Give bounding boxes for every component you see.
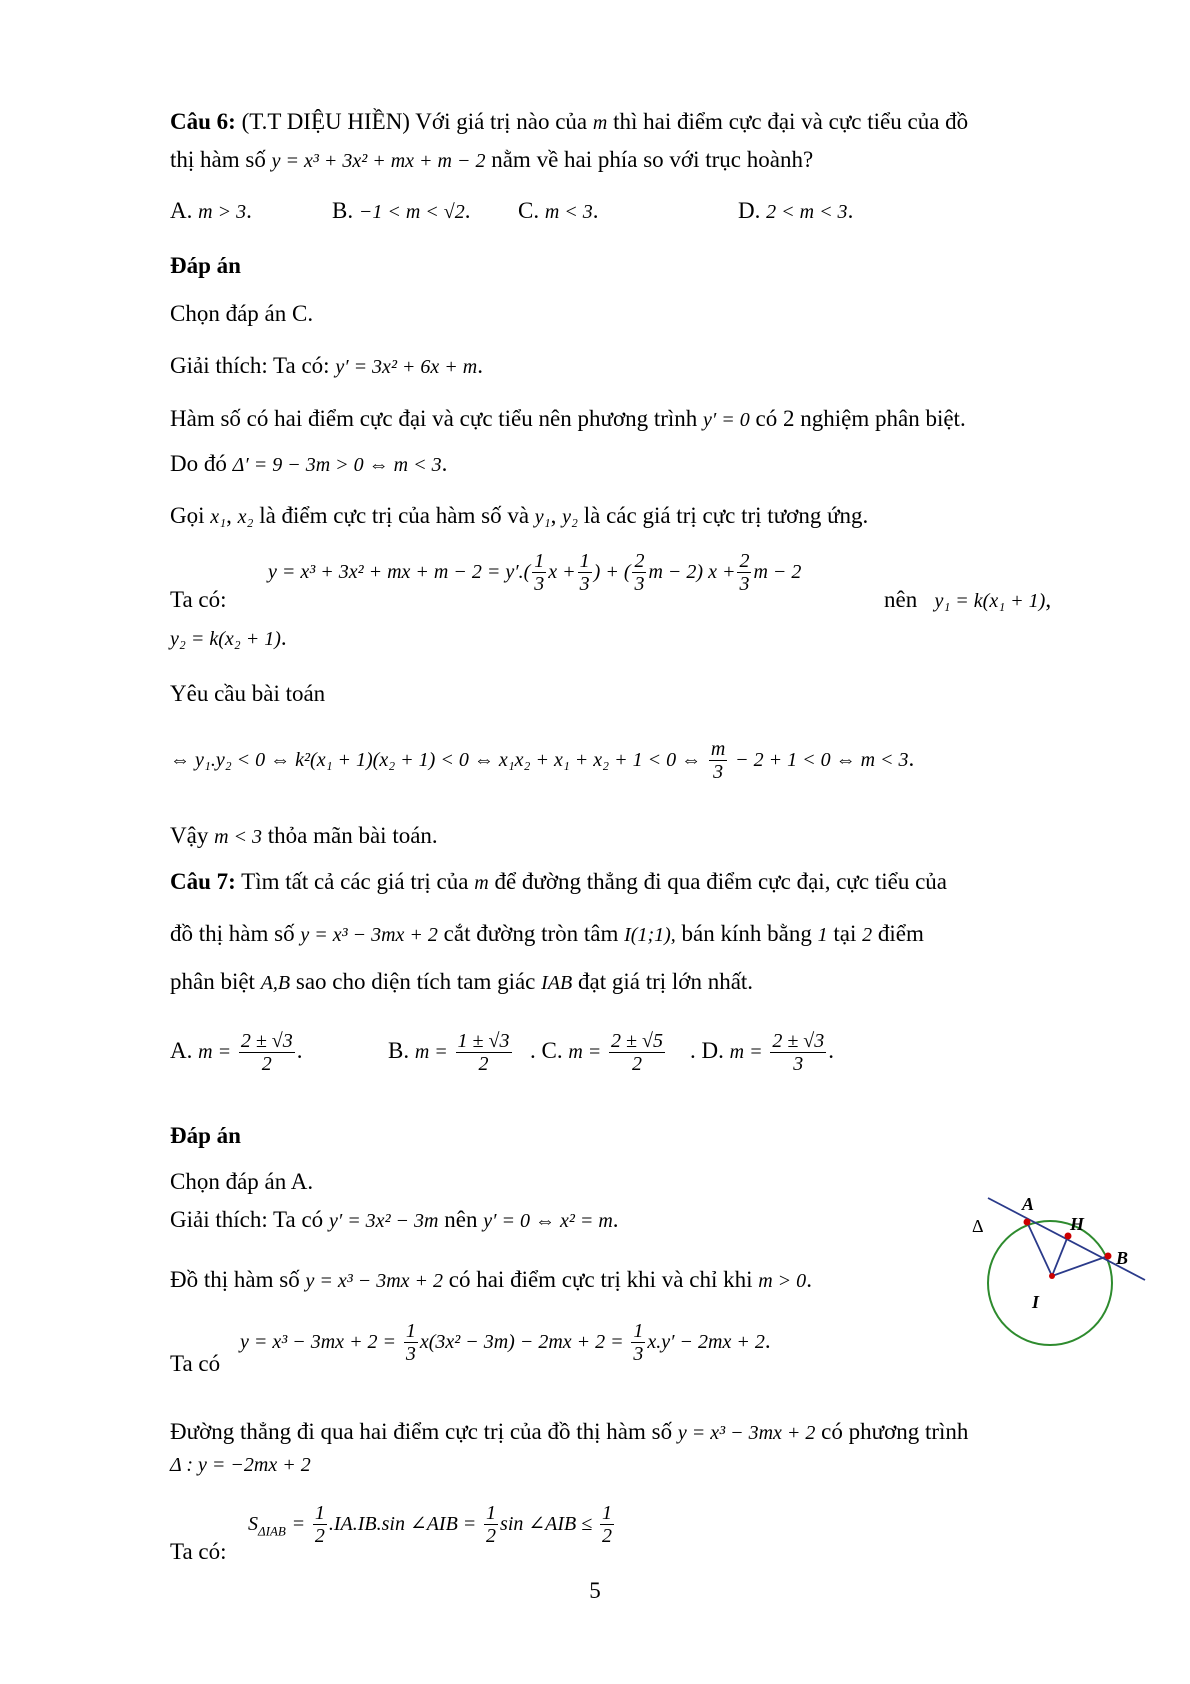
q7-taco (170, 1350, 220, 1378)
q7-area-equation (248, 1502, 616, 1547)
text: Ta có: (170, 587, 227, 612)
text: có phương trình (821, 1419, 969, 1444)
den: 3 (534, 573, 545, 595)
q6-explain: Giải thích: Ta có: y′ = 3x² + 6x + m. (170, 353, 483, 378)
math: x(3x² − 3m) − 2mx + 2 = (419, 1330, 624, 1353)
text: là điểm cực trị của hàm số và (259, 503, 530, 528)
option-value: m < 3 (544, 201, 593, 223)
den: 2 (632, 1053, 643, 1075)
q7-line3 (170, 968, 753, 996)
q6-text: thị hàm số (170, 147, 266, 172)
math-function: y = x³ + 3x² + mx + m − 2 (271, 150, 486, 172)
point-a (1024, 1219, 1031, 1226)
text: nên (444, 1207, 478, 1232)
den: 3 (634, 573, 645, 595)
q7-choose (170, 1168, 313, 1196)
den: 3 (579, 573, 590, 595)
q7-option-b (388, 1030, 514, 1075)
num: 1 (486, 1502, 497, 1524)
math-m: m (474, 872, 489, 894)
math-iab: IAB (541, 972, 573, 994)
fraction (484, 1502, 498, 1547)
num: 2 (634, 550, 645, 572)
text: thỏa mãn bài toán. (267, 823, 438, 848)
label-b: B (1116, 1248, 1129, 1268)
q6-line-b: Do đó Δ′ = 9 − 3m > 0 ⇔ m < 3. (170, 451, 448, 476)
num: 2 ± √3 (772, 1030, 825, 1052)
den: 2 (314, 1525, 325, 1547)
text: đạt giá trị lớn nhất. (578, 969, 754, 994)
q6-line-a (170, 405, 966, 433)
page-number: 5 (589, 1578, 601, 1603)
text: là các giá trị cực trị tương ứng. (583, 503, 869, 528)
math: m − 2) x + (648, 560, 736, 583)
q6-answer-heading (170, 252, 241, 280)
point-i (1049, 1273, 1055, 1279)
math: y = x³ − 3mx + 2 (305, 1270, 444, 1292)
text: tại (833, 921, 857, 946)
math: ) + ( (593, 560, 631, 583)
q6-option-c: C. m < 3. (518, 198, 599, 223)
option-value: m > 3 (198, 201, 247, 223)
text: điểm (877, 921, 924, 946)
math: y′ = 0 ⇔ x² = m (483, 1210, 613, 1232)
q6-line1 (170, 108, 968, 136)
math: m < 3 (214, 826, 263, 848)
explain-label: Giải thích: Ta có (170, 1207, 324, 1232)
q7-option-c (530, 1030, 667, 1075)
q7-line1 (170, 868, 947, 896)
math: m = (198, 1040, 232, 1063)
fraction (313, 1502, 327, 1547)
math: − 2 + 1 < 0 ⇔ m < 3 (735, 748, 909, 771)
math-m: m (592, 112, 608, 134)
fraction (456, 1030, 512, 1075)
option-label: A. (170, 198, 193, 223)
math: y = x³ − 3mx + 2 = (240, 1330, 397, 1353)
q6-line-c: Gọi x₁, x₂ là điểm cực trị của hàm số và y₁, y₂ là các giá trị cực trị tương ứng. (170, 503, 869, 528)
num: 2 ± √3 (240, 1030, 293, 1052)
math: x.y′ − 2mx + 2 (647, 1330, 765, 1353)
fraction (239, 1030, 295, 1075)
q6-option-b: B. −1 < m < √2. (332, 198, 471, 223)
text: Tìm tất cả các giá trị của (241, 869, 469, 894)
q7-option-d: . D. m = $\frac{2 \pm √3}{3}$ . (690, 1030, 835, 1075)
text: để đường thẳng đi qua điểm cực đại, cực tiểu của (494, 869, 947, 894)
num: 1 ± √3 (457, 1030, 510, 1052)
math-radius: 1 (817, 924, 828, 946)
q6-conclusion (170, 822, 438, 850)
math-derivative: y′ = 3x² + 6x + m (335, 356, 478, 378)
num: 1 (405, 1320, 416, 1342)
q6-heading: Câu 6: (170, 109, 236, 134)
text: Do đó (170, 451, 227, 476)
den: 3 (793, 1053, 804, 1075)
num: 1 (534, 550, 545, 572)
q7-explain: Giải thích: Ta có y′ = 3x² − 3m nên y′ = 0 ⇔ x² = m. (170, 1207, 619, 1232)
den: 2 (601, 1525, 612, 1547)
label-h: H (1070, 1214, 1085, 1234)
math: y = x³ − 3mx + 2 (677, 1422, 816, 1444)
q6-requirement (170, 680, 325, 708)
fraction (600, 1502, 614, 1547)
den: 2 (478, 1053, 489, 1075)
q7-taco2 (170, 1538, 227, 1566)
text: bán kính bằng (681, 921, 812, 946)
text: cắt đường tròn tâm (443, 921, 619, 946)
math-eq: y′ = 0 (703, 409, 750, 431)
q6-option-a: A. m > 3. (170, 198, 252, 223)
math: = (291, 1512, 306, 1535)
math-delta: Δ′ = 9 − 3m > 0 ⇔ m < 3 (232, 454, 442, 476)
q7-line-c (170, 1418, 968, 1446)
den: 3 (405, 1343, 416, 1365)
math: m − 2 (753, 560, 802, 583)
math: .IA.IB.sin ∠AIB = (328, 1512, 477, 1535)
fraction (404, 1320, 418, 1365)
q7-equation: y = x³ − 3mx + 2 = $\frac{1}{3}$ x(3x² − 3m) − 2mx + 2 = $\frac{1}{3}$ x.y′ − 2mx + 2. (240, 1320, 771, 1365)
fraction (578, 550, 592, 595)
q6-choose (170, 300, 313, 328)
answer-heading: Đáp án (170, 1123, 241, 1148)
label-i: I (1032, 1292, 1040, 1312)
text: Đường thẳng đi qua hai điểm cực trị của đồ thị hàm số (170, 1419, 673, 1444)
option-label: B. (332, 198, 354, 223)
num: m (710, 738, 726, 760)
den: 3 (713, 761, 724, 783)
math-function: y = x³ − 3mx + 2 (300, 924, 438, 946)
math: m = (414, 1040, 448, 1063)
text: Vậy (170, 823, 209, 848)
label-delta: Δ (972, 1216, 984, 1236)
num: 1 (314, 1502, 325, 1524)
circle (988, 1221, 1112, 1345)
option-label: A. (170, 1037, 193, 1063)
choose-text: Chọn đáp án A. (170, 1169, 314, 1194)
option-label: C. (518, 198, 540, 223)
q6-option-d: D. 2 < m < 3. (738, 198, 854, 223)
math-y1k: y₁ = k(x₁ + 1) (934, 590, 1046, 612)
math: m = (729, 1040, 763, 1063)
fraction (632, 550, 646, 595)
q6-y2k: y₂ = k(x₂ + 1). (170, 625, 287, 650)
den: 2 (486, 1525, 497, 1547)
q7-answer-heading (170, 1122, 241, 1150)
fraction (770, 1030, 826, 1075)
answer-heading: Đáp án (170, 253, 241, 278)
math-center: I(1;1), (624, 924, 676, 946)
num: 2 (739, 550, 750, 572)
q6-text: thì hai điểm cực đại và cực tiểu của đồ (613, 109, 969, 134)
q6-text: (T.T DIỆU HIỀN) Với giá trị nào của (241, 109, 588, 134)
q6-nen: nên y₁ = k(x₁ + 1), (884, 587, 1052, 612)
math-y2k: y₂ = k(x₂ + 1) (170, 628, 281, 650)
q7-line-b: Đồ thị hàm số y = x³ − 3mx + 2 có hai điểm cực trị khi và chỉ khi m > 0. (170, 1267, 812, 1292)
text: Ta có (170, 1351, 221, 1376)
num: 1 (579, 550, 590, 572)
num: 1 (601, 1502, 612, 1524)
num: 2 ± √5 (611, 1030, 663, 1052)
option-value: −1 < m < √2 (358, 201, 465, 223)
math-y1: y₁ (534, 506, 551, 528)
math-x1: x₁ (210, 506, 227, 528)
math: ⇔ y₁.y₂ < 0 ⇔ k²(x₁ + 1)(x₂ + 1) < 0 ⇔ x₁x₂ + x₁ + x₂ + 1 < 0 ⇔ (170, 748, 702, 771)
q6-line2 (170, 146, 813, 174)
q6-chain: ⇔ y₁.y₂ < 0 ⇔ k²(x₁ + 1)(x₂ + 1) < 0 ⇔ x₁x₂ + x₁ + x₂ + 1 < 0 ⇔ $\frac{m}{3}$ − 2 + 1 < 0 ⇔ m < 3. (170, 738, 915, 783)
choose-text: Chọn đáp án C. (170, 301, 314, 326)
text: đồ thị hàm số (170, 921, 295, 946)
q6-big-equation (268, 550, 801, 595)
text: có hai điểm cực trị khi và chỉ khi (448, 1267, 753, 1292)
point-b (1105, 1253, 1112, 1260)
q7-line-eq (170, 1450, 311, 1478)
math: sin ∠AIB ≤ (500, 1512, 593, 1535)
option-label: . C. (530, 1037, 563, 1063)
fraction (737, 550, 751, 595)
math-count: 2 (862, 924, 873, 946)
den: 3 (633, 1343, 644, 1365)
text: Hàm số có hai điểm cực đại và cực tiểu nên phương trình (170, 406, 698, 431)
option-label: . D. (690, 1037, 724, 1063)
math: S (248, 1512, 258, 1535)
math: y = x³ + 3x² + mx + m − 2 = y′.( (268, 560, 531, 583)
den: 3 (739, 573, 750, 595)
math-y2: y₂ (562, 506, 578, 528)
fraction (631, 1320, 645, 1365)
label-a: A (1022, 1194, 1035, 1214)
segment-ib (1052, 1256, 1108, 1276)
math: m = (568, 1040, 602, 1063)
q7-heading: Câu 7: (170, 869, 236, 894)
text: sao cho diện tích tam giác (295, 969, 536, 994)
q6-text: nằm về hai phía so với trục hoành? (491, 147, 814, 172)
math: x + (548, 560, 576, 583)
text: Gọi (170, 503, 205, 528)
math: y′ = 3x² − 3m (328, 1210, 439, 1232)
q6-taco (170, 586, 227, 614)
q7-option-a: A. m = $\frac{2 \pm √3}{2}$ . (170, 1030, 303, 1075)
text: nên (884, 587, 918, 612)
math-sub: ΔIAB (258, 1523, 286, 1539)
text: Ta có: (170, 1539, 227, 1564)
text: phân biệt (170, 969, 255, 994)
q7-line2 (170, 920, 924, 948)
text: Yêu cầu bài toán (170, 681, 326, 706)
option-label: B. (388, 1037, 410, 1063)
fraction (532, 550, 546, 595)
den: 2 (261, 1053, 272, 1075)
math-ab: A,B (260, 972, 291, 994)
text: Đồ thị hàm số (170, 1267, 300, 1292)
num: 1 (633, 1320, 644, 1342)
math: m > 0 (758, 1270, 807, 1292)
geometry-figure (970, 1188, 1150, 1348)
segment-ih (1052, 1236, 1068, 1276)
explain-label: Giải thích: Ta có: (170, 353, 330, 378)
math: Δ : y = −2mx + 2 (170, 1454, 311, 1476)
option-label: D. (738, 198, 761, 223)
math-x2: x₂ (237, 506, 254, 528)
text: có 2 nghiệm phân biệt. (755, 406, 966, 431)
fraction (609, 1030, 665, 1075)
option-value: 2 < m < 3 (766, 201, 848, 223)
fraction (709, 738, 727, 783)
